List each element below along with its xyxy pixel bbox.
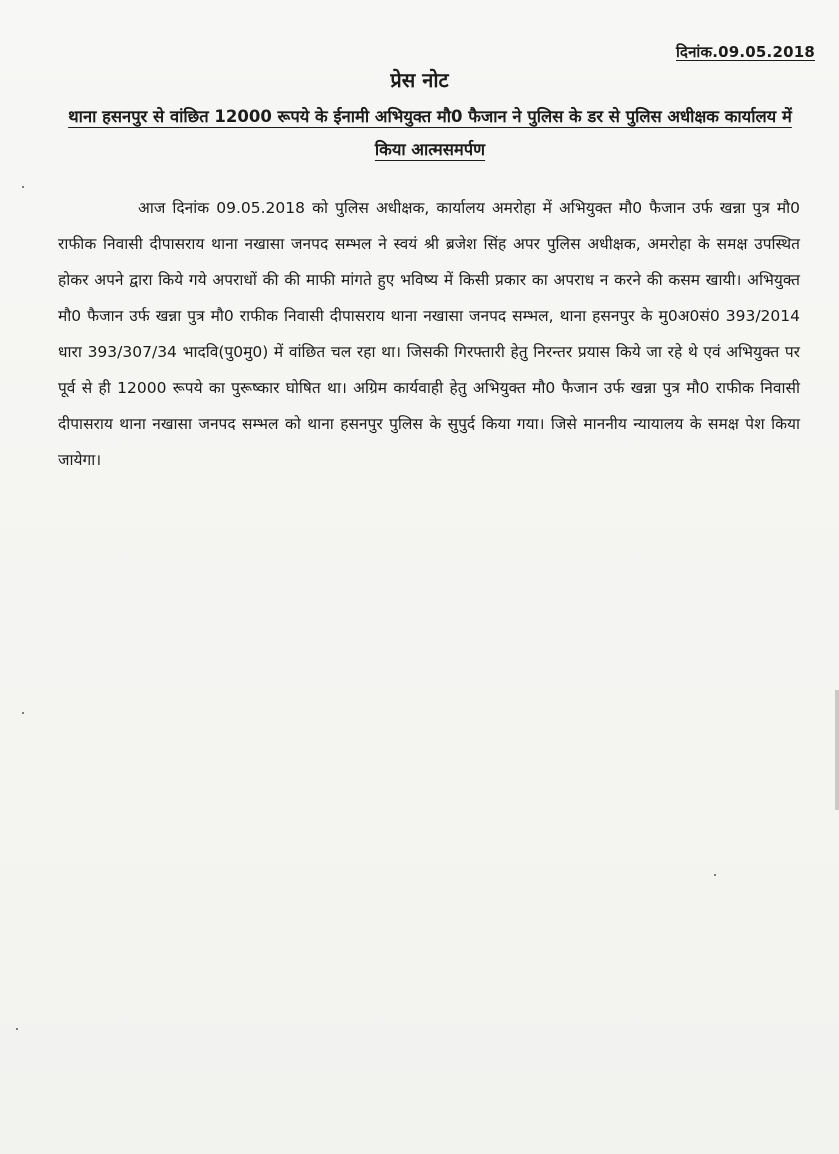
document-subtitle: थाना हसनपुर से वांछित 12000 रूपये के ईनामी अभियुक्त मौ0 फैजान ने पुलिस के डर से पुलिस अधीक्षक कार्यालय में किया आत्मसमर्पण <box>68 107 792 159</box>
document-date: दिनांक.09.05.2018 <box>676 43 815 61</box>
scan-speck <box>22 186 24 188</box>
scan-edge-shadow <box>835 690 839 810</box>
document-body: आज दिनांक 09.05.2018 को पुलिस अधीक्षक, कार्यालय अमरोहा में अभियुक्त मौ0 फैजान उर्फ खन्ना पुत्र मौ0 राफीक निवासी दीपासराय थाना नखासा जनपद सम्भल ने स्वयं श्री ब्रजेश सिंह अपर पुलिस अधीक्षक, अमरोहा के समक्ष उपस्थित होकर अपने द्वारा किये गये अपराधों की की माफी मांगते हुए भविष्य में किसी प्रकार का अपराध न करने की कसम खायी। अभियुक्त मौ0 फैजान उर्फ खन्ना पुत्र मौ0 राफीक निवासी दीपासराय थाना नखासा जनपद सम्भल, थाना हसनपुर के मु0अ0सं0 393/2014 धारा 393/307/34 भादवि(पु0मु0) में वांछित चल रहा था। जिसकी गिरफ्तारी हेतु निरन्तर प्रयास किये जा रहे थे एवं अभियुक्त पर पूर्व से ही 12000 रूपये का पुरूष्कार घोषित था। अग्रिम कार्यवाही हेतु अभियुक्त मौ0 फैजान उर्फ खन्ना पुत्र मौ0 राफीक निवासी दीपासराय थाना नखासा जनपद सम्भल को थाना हसनपुर पुलिस के सुपुर्द किया गया। जिसे माननीय न्यायालय के समक्ष पेश किया जायेगा। <box>58 199 800 469</box>
scan-speck <box>714 874 716 876</box>
document-title: प्रेस नोट <box>390 68 449 92</box>
scan-speck <box>22 712 24 714</box>
scan-speck <box>16 1028 18 1030</box>
